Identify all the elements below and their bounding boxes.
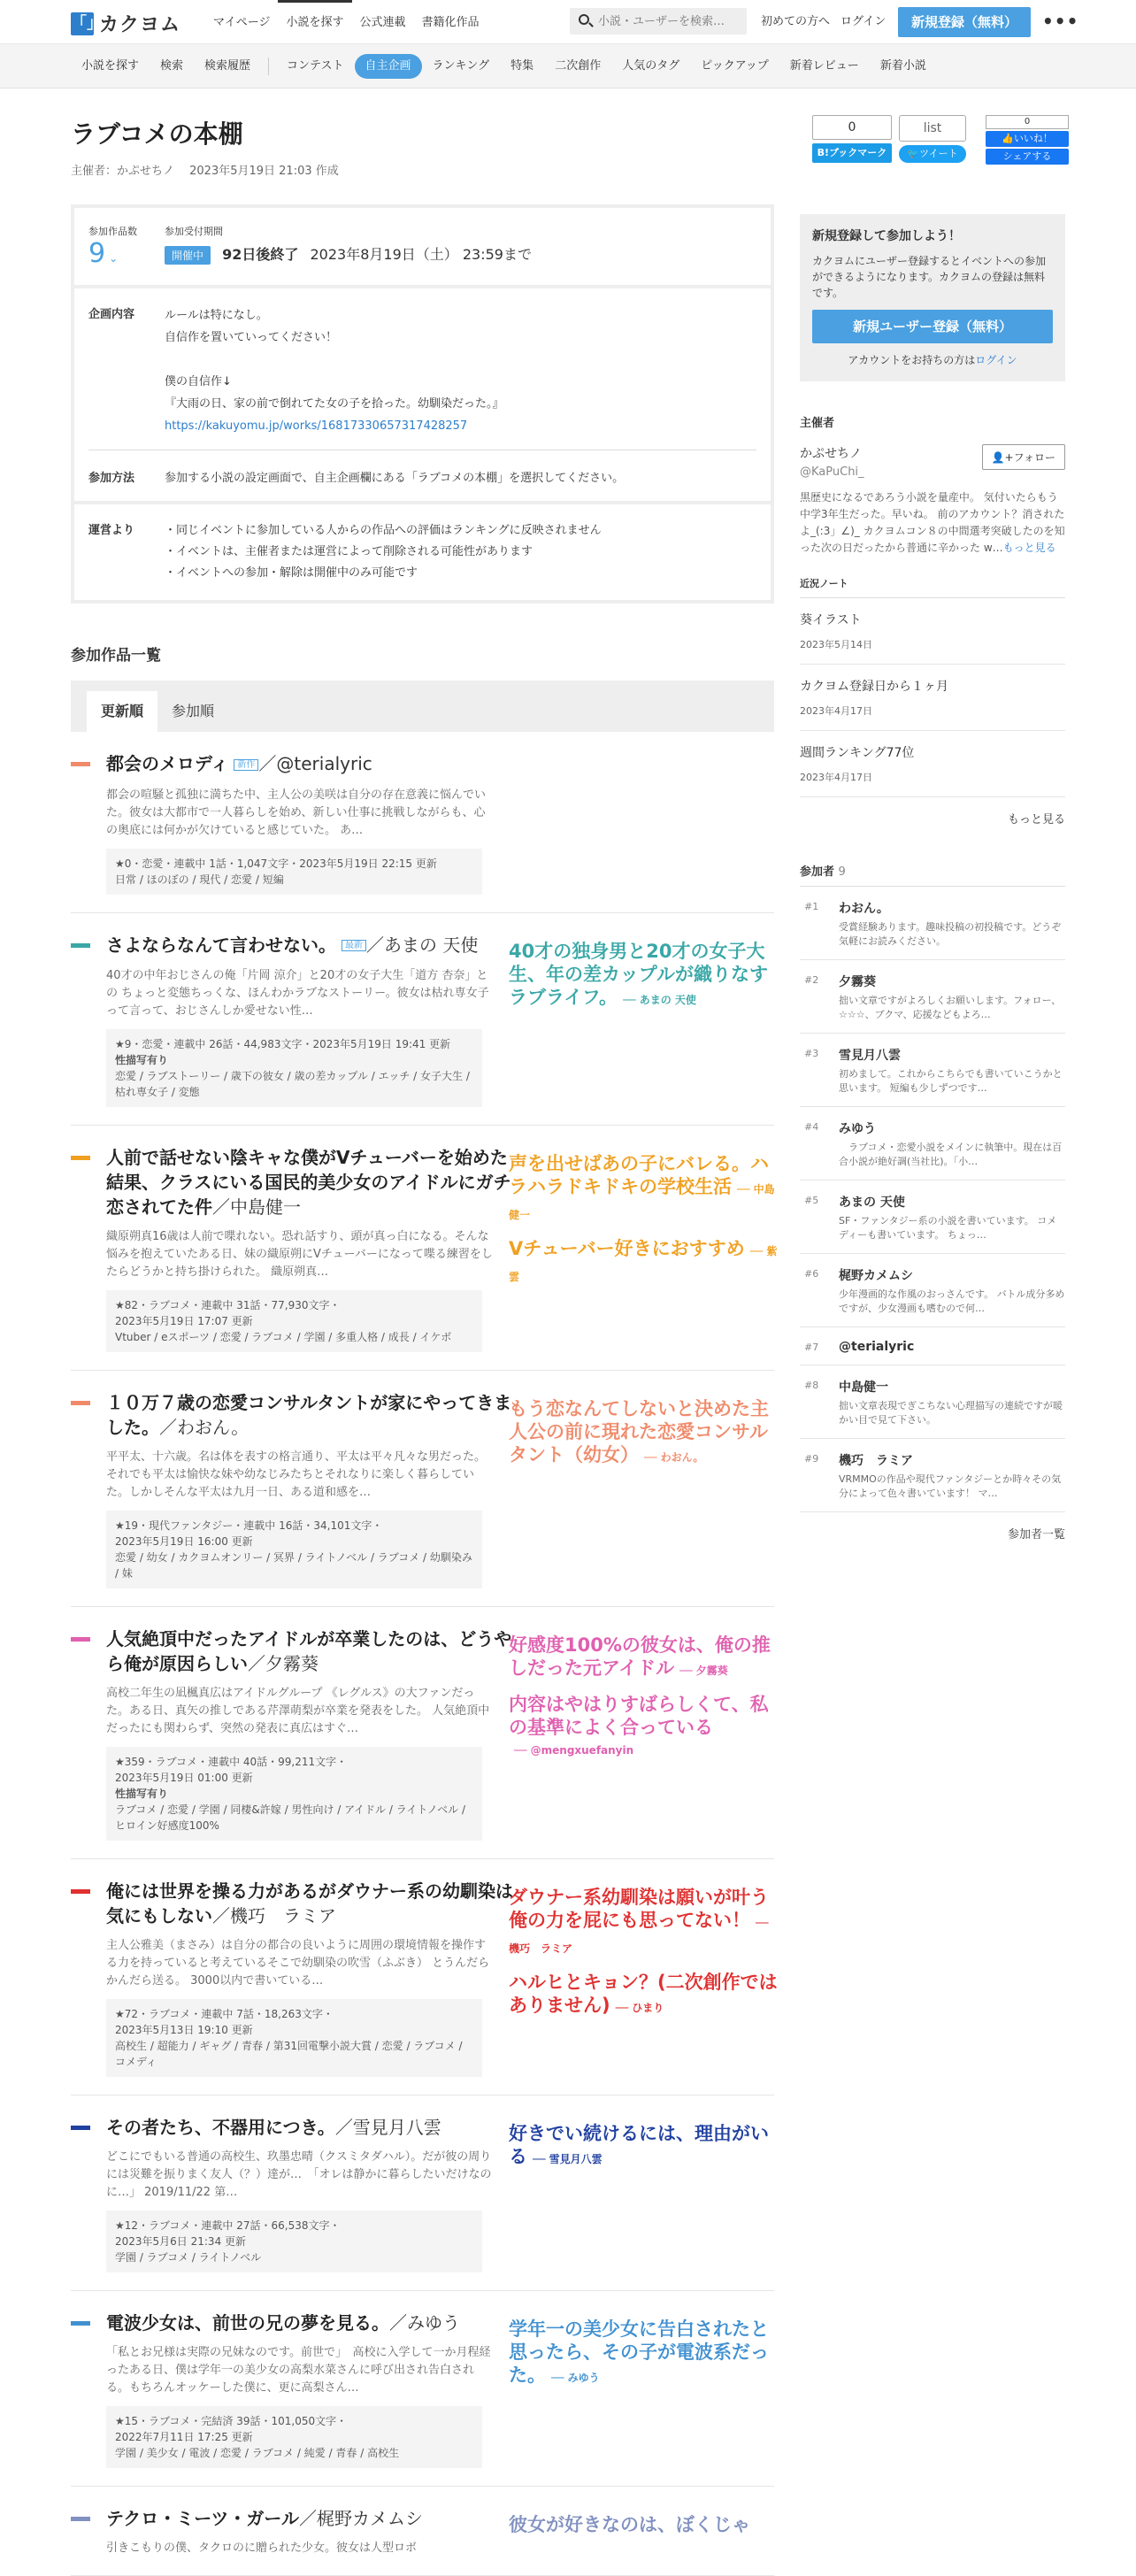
note-date: 2023年4月17日 [800, 705, 872, 717]
member-name: 機巧 ラミア [839, 1454, 913, 1468]
signup-button[interactable]: 新規ユーザー登録（無料） [812, 310, 1053, 343]
work-color-bar [71, 943, 90, 948]
catch-text: 彼女が好きなのは、ぼくじゃ [509, 2514, 750, 2535]
work-catchphrase [509, 1397, 779, 1469]
sub-nav [0, 44, 1136, 88]
work-description: 40才の中年おじさんの俺「片岡 涼介」と20才の女子大生「道方 杏奈」との ちょっと変態ちっくな、ほんわかラブなストーリー。彼女は枯れ専女子って言って、おじさんしか愛せない性… [106, 969, 489, 1018]
remaining-days: 92日後終了 [222, 246, 299, 263]
work-info-line: ★9・恋愛・連載中 26話・44,983文字・2023年5月19日 19:41 更新 [115, 1038, 451, 1050]
catch-by: ── 紫雲 [509, 1245, 778, 1283]
subnav-tags[interactable]: 人気のタグ [622, 58, 680, 73]
work-info-line: Vtuber / eスポーツ / 恋愛 / ラブコメ / 学園 / 多重人格 / 成長 / イケボ [115, 1331, 452, 1343]
event-status-row [74, 208, 771, 288]
work-color-bar [71, 2321, 90, 2326]
work-item [71, 2291, 774, 2487]
event-content-row [74, 288, 771, 504]
work-color-bar [71, 1401, 90, 1405]
catch-by: ── 夕霧葵 [679, 1665, 728, 1677]
member-desc: ラブコメ・恋愛小説をメインに執筆中。現在は百合小説が絶好調(当社比)。「小… [839, 1142, 1063, 1167]
work-color-bar [71, 2126, 90, 2130]
period-label: 参加受付期間 [165, 226, 223, 237]
work-info-line: 2023年5月13日 19:10 更新 [115, 2024, 253, 2036]
join-card [800, 214, 1065, 381]
like-count: 0 [986, 115, 1069, 129]
catch-by: ── わおん。 [644, 1451, 704, 1464]
work-title-block [106, 2115, 522, 2140]
nav-books[interactable]: 書籍化作品 [421, 16, 480, 29]
twitter-icon: 🐦 [907, 148, 920, 159]
host-name[interactable]: かぷせちノ [800, 447, 862, 461]
work-info-line: ★19・現代ファンタジー・連載中 16話・34,101文字・ [115, 1519, 383, 1532]
rule-item: ・イベントへの参加・解除は開催中のみ可能です [165, 566, 418, 580]
bookmark-count: 0 [812, 115, 892, 140]
work-info-line: 性描写有り [115, 1788, 169, 1800]
sidebar-login-link[interactable]: ログイン [975, 354, 1017, 366]
main-column [71, 88, 778, 2576]
work-description: 引きこもりの僕、タクロのに贈られた少女。彼女は人型ロボ [106, 2541, 418, 2555]
subnav-fanfic[interactable]: 二次創作 [555, 58, 602, 73]
catch-text: 好きでい続けるには、理由がいる [509, 2123, 769, 2167]
catch-by: ── 機巧 ラミア [509, 1917, 769, 1955]
work-info-line: ★12・ラブコメ・連載中 27話・66,538文字・ [115, 2219, 341, 2232]
members-more[interactable]: 参加者一覧 [1007, 1528, 1065, 1542]
like-label: いいね！ [1013, 133, 1053, 144]
host-id: @KaPuChi_ [800, 465, 864, 479]
catch-by: ── 中島健一 [509, 1183, 775, 1221]
notes-label: 近況ノート [800, 576, 1065, 598]
note-title: 週間ランキング77位 [800, 746, 915, 760]
nav-mypage[interactable]: マイページ [213, 16, 271, 29]
host-bio: 黒歴史になるであろう小説を量産中。 気付いたらもう中学3年生だった。早いね。 前のアカウント？消されたよ_(:3」∠)_ カクヨムコン８の中間選考突破したのを知った次の日だったから普通に辛かった w…もっと見る [800, 491, 1065, 554]
work-description: 高校二年生の凪楓真広はアイドルグループ 《レグルス》の大ファンだった。ある日、真矢の推しである芹澤萌梨が卒業を発表をした。 人気絶頂中だったにも関わらず、突然の発表に真広はすぐ… [106, 1687, 490, 1735]
work-info [106, 2211, 482, 2272]
work-description: 織原朔真16歳は人前で喋れない。恐れ話すり、頭が真っ白になる。そんな悩みを抱えていたある日、妹の織原朔にVチューバーになって喋る練習をしたらどうかと持ち掛けられた。 織原朔真… [106, 1230, 493, 1279]
kakuyomu-logo[interactable] [71, 10, 180, 37]
member-name: わおん。 [839, 902, 889, 916]
member-name: みゆう [839, 1122, 876, 1136]
person-plus-icon: 👤+ [991, 451, 1014, 464]
member-item[interactable] [800, 1439, 1065, 1512]
tweet-label: ツイート [919, 148, 958, 159]
bookmark-label: B!ブックマーク [812, 143, 892, 163]
note-date: 2023年5月14日 [800, 639, 872, 650]
organizer-meta: 主催者：かぷせちノ 2023年5月19日 21:03 作成 [71, 165, 339, 178]
facebook-like[interactable] [986, 115, 1069, 165]
rule-item: ・同じイベントに参加している人からの作品への評価はランキングに反映されません [165, 524, 602, 537]
subnav-pickup[interactable]: ピックアップ [701, 58, 769, 73]
global-nav [205, 0, 487, 44]
content-line [165, 349, 504, 371]
work-info-line: ★82・ラブコメ・連載中 31話・77,930文字・ [115, 1299, 341, 1311]
content-line: ルールは特になし。 [165, 309, 268, 322]
deadline: 2023年8月19日（土） 23:59まで [310, 246, 532, 263]
work-title[interactable]: 人前で話せない陰キャな僕がVチューバーを始めた結果、クラスにいる国民的美少女のアイドルにガチ恋されてた件 [106, 1147, 511, 1218]
member-desc: 拙い文章ですがよろしくお願いします。フォロー、☆☆☆、ブクマ、応援などもよろ… [839, 995, 1062, 1020]
work-info-line: 2023年5月19日 01:00 更新 [115, 1772, 253, 1784]
work-description: どこにでもいる普通の高校生、玖墨忠晴（クスミタダハル）。だが彼の周りには災難を振りまく友人（？）達が… 「オレは静かに暮らしたいだけなのに…」 2019/11/22 第… [106, 2150, 492, 2199]
work-info-line: ★15・ラブコメ・完結済 39話・101,050文字・ [115, 2415, 348, 2427]
work-color-bar [71, 1889, 90, 1894]
work-info-line: ★0・恋愛・連載中 1話・1,047文字・2023年5月19日 22:15 更新 [115, 857, 437, 870]
host-label: 主催者 [800, 417, 835, 430]
member-rank: #7 [804, 1342, 819, 1353]
content-line: 『大雨の日、家の前で倒れてた女の子を拾った。幼馴染だった。』 [165, 397, 504, 411]
note-title: 葵イラスト [800, 613, 862, 627]
work-item [71, 1371, 774, 1607]
work-title[interactable]: さよならなんて言わせない。 [106, 934, 336, 956]
rules-list [165, 520, 602, 584]
member-rank: #9 [804, 1453, 819, 1465]
entries-count-wrap[interactable] [88, 238, 165, 269]
member-desc: 受賞経験あります。趣味投稿の初投稿です。どうぞ気軽にお読みください。 [839, 921, 1062, 947]
work-title[interactable]: 電波少女は、前世の兄の夢を見る。 [106, 2312, 389, 2334]
member-item[interactable] [800, 1107, 1065, 1180]
new-badge: 新作 [234, 759, 258, 771]
work-title-block [106, 2506, 522, 2531]
member-item[interactable] [800, 1327, 1065, 1365]
work-item [71, 2095, 774, 2291]
work-description: 「私とお兄様は実際の兄妹なのです。前世で」 高校に入学して一か月程経ったある日、僕は学年一の美少女の高梨水菜さんに呼び出され告白される。もちろんオッケーした僕に、更に高梨さん… [106, 2346, 491, 2395]
notes-more[interactable]: もっと見る [1007, 813, 1065, 827]
work-title[interactable]: 俺には世界を操る力があるがダウナー系の幼馴染は気にもしない [106, 1880, 513, 1926]
content-link[interactable]: https://kakuyomu.jp/works/16817330657317428257 [165, 419, 468, 433]
work-author[interactable]: ／@terialyric [258, 753, 372, 774]
work-color-bar [71, 762, 90, 766]
rules-row [74, 504, 771, 600]
page-title: ラブコメの本棚 [71, 119, 243, 149]
member-rank: #2 [804, 974, 819, 986]
work-description: 主人公雅美（まさみ）は自分の都合の良いように周囲の環境情報を操作する力を持っていると考えているそこで幼馴染の吹雪（ふぶき） とうんだらかんだら送る。 3000以内で書いている… [106, 1939, 490, 1988]
catch-text: 40才の独身男と20才の女子大生、年の差カップルが織りなすラブライフ。 [509, 940, 768, 1008]
work-title[interactable]: テクロ・ミーツ・ガール [106, 2508, 299, 2529]
work-info [106, 1999, 482, 2077]
twitter-share[interactable] [899, 115, 966, 163]
member-rank: #6 [804, 1268, 819, 1280]
work-info-line: 2022年7月11日 17:25 更新 [115, 2431, 253, 2443]
member-desc: 初めまして。これからこちらでも書いていこうかと思います。 短編も少しずつです… [839, 1068, 1063, 1094]
member-name: 中島健一 [839, 1380, 888, 1395]
subnav-features[interactable]: 特集 [510, 58, 534, 73]
member-rank: #3 [804, 1048, 819, 1059]
host-card [800, 444, 1065, 557]
work-color-bar [71, 2517, 90, 2521]
catch-text-2 [509, 1237, 779, 1288]
logo-mark: 「」 [71, 12, 94, 35]
member-rank: #8 [804, 1380, 819, 1391]
subnav-user-events[interactable]: 自主企画 [355, 54, 422, 79]
work-item [71, 1126, 778, 1371]
work-author[interactable]: ／夕霧葵 [248, 1653, 319, 1674]
work-author[interactable]: ／梶野カメムシ [299, 2508, 423, 2529]
member-item[interactable] [800, 1180, 1065, 1254]
notes-list [800, 598, 1065, 797]
member-name: 雪見月八雲 [839, 1049, 901, 1063]
member-rank: #5 [804, 1195, 819, 1206]
work-title-block [106, 1390, 522, 1440]
work-color-bar [71, 1637, 90, 1642]
account-text: アカウントをお持ちの方はログイン [848, 354, 1017, 366]
work-info [106, 1029, 482, 1107]
member-desc: 拙い文章表現でぎこちない心理描写の連続ですが暖かい目で見て下さい。 [839, 1400, 1063, 1426]
work-title-block [106, 2311, 522, 2335]
thumbs-up-icon: 👍 [1002, 133, 1014, 144]
status-badge: 開催中 [165, 246, 211, 265]
tab-updated[interactable]: 更新順 [87, 691, 157, 732]
member-item[interactable] [800, 1254, 1065, 1327]
work-info [106, 2406, 482, 2468]
beginners-link[interactable]: 初めての方へ [761, 15, 831, 28]
method-label: 参加方法 [88, 472, 135, 485]
works-list [71, 732, 778, 2576]
work-author[interactable]: ／中島健一 [212, 1196, 301, 1218]
method-section [88, 450, 756, 485]
catch-text-2 [509, 1971, 779, 2019]
catch-by: ── みゆう [551, 2372, 600, 2384]
work-description: 平平太、十六歳。名は体を表すの格言通り、平太は平々凡々な男だった。それでも平太は愉快な妹や幼なじみたちとそれなりに楽しく暮らしていた。しかしそんな平太は九月一日、ある道和感を… [106, 1450, 487, 1499]
work-item [71, 1859, 778, 2095]
catch-text: もう恋なんてしないと決めた主人公の前に現れた恋愛コンサルタント（幼女） [509, 1398, 769, 1465]
work-author[interactable]: ／あまの 天使 [366, 934, 479, 956]
work-author[interactable]: ／雪見月八雲 [334, 2117, 441, 2138]
global-header [0, 0, 1136, 44]
catch-by: ── あまの 天使 [623, 993, 696, 1006]
share-buttons [800, 115, 1065, 195]
sidebar [800, 88, 1065, 1542]
member-name: あまの 天使 [839, 1196, 905, 1210]
fb-share-label[interactable]: シェアする [986, 149, 1069, 165]
work-author[interactable]: ／機巧 ラミア [212, 1905, 336, 1926]
work-title[interactable]: 都会のメロディ [106, 753, 229, 774]
work-info-line: 2023年5月6日 21:34 更新 [115, 2235, 247, 2248]
work-catchphrase [509, 1634, 779, 1762]
work-catchphrase [509, 2318, 779, 2389]
work-title[interactable]: １０万７歳の恋愛コンサルタントが家にやってきました。 [106, 1392, 512, 1438]
work-info [106, 1511, 482, 1588]
work-title[interactable]: その者たち、不器用につき。 [106, 2117, 335, 2138]
method-text: 参加する小説の設定画面で、自主企画欄にある「ラブコメの本棚」を選択してください。 [165, 472, 625, 485]
subnav-divider [268, 58, 269, 75]
search-box [570, 8, 747, 35]
chevron-down-icon: ⌄ [109, 252, 119, 265]
member-desc: SF・ファンタジー系の小説を書いています。 コメディーも書いています。 ちょっ… [839, 1215, 1057, 1241]
catch-text: Vチューバー好きにおすすめ [509, 1238, 745, 1259]
content-body [165, 304, 504, 437]
members-list [800, 887, 1065, 1512]
catch-text: 声を出せばあの子にバレる。ハラハラドキドキの学校生活 [509, 1153, 769, 1197]
work-info-line: 高校生 / 超能力 / ギャグ / 青春 / 第31回電撃小説大賞 / 恋愛 / ラブコメ / コメディ [115, 2040, 463, 2068]
nav-official[interactable]: 公式連載 [359, 16, 406, 29]
work-info-line: 恋愛 / ラブストーリー / 歳下の彼女 / 歳の差カップル / エッチ / 女子大生 / 枯れ専女子 / 変態 [115, 1070, 470, 1098]
join-title: 新規登録して参加しよう！ [812, 229, 961, 243]
work-title-block [106, 1879, 522, 1928]
join-text: カクヨムにユーザー登録するとイベントへの参加ができるようになります。カクヨムの登録は無料です。 [812, 255, 1047, 299]
work-catchphrase [509, 2122, 779, 2171]
catch-by: ── @mengxuefanyin [514, 1744, 634, 1757]
catch-text: 学年一の美少女に告白されたと思ったら、その子が電波系だった。 [509, 2318, 769, 2386]
more-menu-icon[interactable]: ••• [1042, 11, 1079, 32]
work-item [71, 732, 774, 913]
work-color-bar [71, 1156, 90, 1160]
subnav-new-novels[interactable]: 新着小説 [879, 58, 926, 73]
work-info-line: 学園 / ラブコメ / ライトノベル [115, 2251, 262, 2264]
follow-button[interactable]: 👤+フォロー [982, 444, 1065, 470]
note-date: 2023年4月17日 [800, 772, 872, 783]
work-info-line: 恋愛 / 幼女 / カクヨムオンリー / 冥界 / ライトノベル / ラブコメ / 幼馴染み / 妹 [115, 1551, 472, 1580]
catch-text: 好感度100%の彼女は、俺の推しだった元アイドル [509, 1634, 771, 1679]
content-line: 僕の自信作↓ [165, 375, 232, 388]
logo-text: カクヨム [99, 14, 181, 36]
entries-count: 9 [88, 238, 106, 269]
member-name: @terialyric [839, 1340, 915, 1354]
catch-by: ── 雪見月八雲 [533, 2153, 603, 2165]
tab-joined[interactable]: 参加順 [172, 703, 215, 719]
works-heading: 参加作品一覧 [71, 647, 161, 665]
work-info [106, 849, 482, 895]
work-info-line: 日常 / ほのぼの / 現代 / 恋愛 / 短編 [115, 873, 284, 886]
member-item[interactable] [800, 1034, 1065, 1107]
work-catchphrase [509, 940, 779, 1011]
work-info-line: ★359・ラブコメ・連載中 40話・99,211文字・ [115, 1756, 348, 1768]
member-desc: VRMMOの作品や現代ファンタジーとか時々その気分によって色々書いています！ マ… [839, 1473, 1062, 1499]
work-title-block [106, 933, 522, 959]
subnav-find[interactable]: 小説を探す [81, 58, 140, 73]
work-item [71, 2487, 774, 2576]
work-item [71, 1607, 774, 1859]
note-title: カクヨム登録日から１ヶ月 [800, 680, 948, 694]
work-info-line: 学園 / 美少女 / 電波 / 恋愛 / ラブコメ / 純愛 / 青春 / 高校生 [115, 2447, 400, 2459]
hatena-bookmark[interactable] [812, 115, 892, 163]
work-title[interactable]: 人気絶頂中だったアイドルが卒業したのは、どうやら俺が原因らしい [106, 1628, 512, 1674]
work-title-block [106, 751, 522, 778]
work-info [106, 1290, 482, 1352]
catch-text-2 [509, 1693, 779, 1762]
work-info-line: 性描写有り [115, 1054, 169, 1066]
entries-label: 参加作品数 [88, 226, 137, 237]
note-item[interactable] [800, 665, 1065, 731]
members-label: 参加者 9 [800, 862, 1065, 887]
subnav-reviews[interactable]: 新着レビュー [789, 58, 859, 73]
period-block [165, 224, 532, 269]
register-button[interactable]: 新規登録（無料） [898, 7, 1031, 37]
work-catchphrase [509, 1152, 779, 1288]
work-info [106, 1747, 482, 1841]
list-count: list [899, 115, 966, 142]
login-link[interactable]: ログイン [840, 15, 887, 28]
work-info-line: ★72・ラブコメ・連載中 7話・18,263文字・ [115, 2008, 334, 2020]
content-label: 企画内容 [88, 308, 135, 321]
work-catchphrase [509, 2513, 779, 2536]
host-more-link[interactable]: もっと見る [1002, 542, 1056, 554]
member-rank: #4 [804, 1121, 819, 1133]
work-info-line: 2023年5月19日 17:07 更新 [115, 1315, 253, 1327]
nav-find[interactable]: 小説を探す [278, 0, 351, 44]
member-item[interactable] [800, 1365, 1065, 1439]
member-name: 夕霧葵 [839, 975, 876, 989]
sort-tabs [71, 681, 774, 732]
entries-block [88, 224, 165, 269]
catch-by: ── ひまり [615, 2002, 664, 2014]
subnav-contest[interactable]: コンテスト [287, 58, 344, 73]
work-description: 都会の喧騒と孤独に満ちた中、主人公の美咲は自分の存在意義に悩んでいた。彼女は大都市で一人暮らしを始め、新しい仕事に挑戦しながらも、心の奥底には何かが欠けていると感じていた。 あ… [106, 788, 487, 837]
work-title-block [106, 1145, 522, 1219]
rule-item: ・イベントは、主催者または運営によって削除される可能性があります [165, 545, 533, 558]
work-info-line: 2023年5月19日 16:00 更新 [115, 1535, 253, 1548]
search-icon [579, 14, 589, 25]
note-item[interactable] [800, 731, 1065, 797]
new-badge: 最新 [342, 940, 366, 951]
member-desc: 少年漫画的な作風のおっさんです。 バトル成分多めですが、少女漫画も嗜むので何… [839, 1288, 1065, 1314]
search-input[interactable] [598, 12, 740, 30]
member-rank: #1 [804, 901, 819, 912]
catch-text: ダウナー系幼馴染は願いが叶う俺の力を屁にも思ってない！ [509, 1887, 769, 1931]
work-author[interactable]: ／わおん。 [159, 1417, 249, 1438]
subnav-ranking[interactable]: ランキング [432, 58, 490, 73]
work-item [71, 913, 774, 1127]
work-author[interactable]: ／みゆう [389, 2312, 460, 2334]
subnav-search[interactable]: 検索 [160, 58, 184, 73]
subnav-history[interactable]: 検索履歴 [204, 58, 251, 73]
work-title-block [106, 1626, 522, 1676]
catch-text: ハルヒとキョン？(二次創作ではありません) [509, 1972, 778, 2016]
note-item[interactable] [800, 598, 1065, 665]
member-name: 梶野カメムシ [839, 1269, 913, 1283]
event-info-box [71, 204, 774, 604]
member-item[interactable] [800, 887, 1065, 960]
content-line: 自信作を置いていってください！ [165, 331, 338, 344]
work-catchphrase [509, 1886, 779, 2019]
rules-label: 運営より [88, 524, 135, 537]
work-info-line: ラブコメ / 恋愛 / 学園 / 同棲&許嫁 / 男性向け / アイドル / ライトノベル / ヒロイン好感度100% [115, 1803, 466, 1832]
member-item[interactable] [800, 960, 1065, 1034]
catch-text: 内容はやはりすばらしくて、私の基準によく合っている [509, 1694, 769, 1738]
